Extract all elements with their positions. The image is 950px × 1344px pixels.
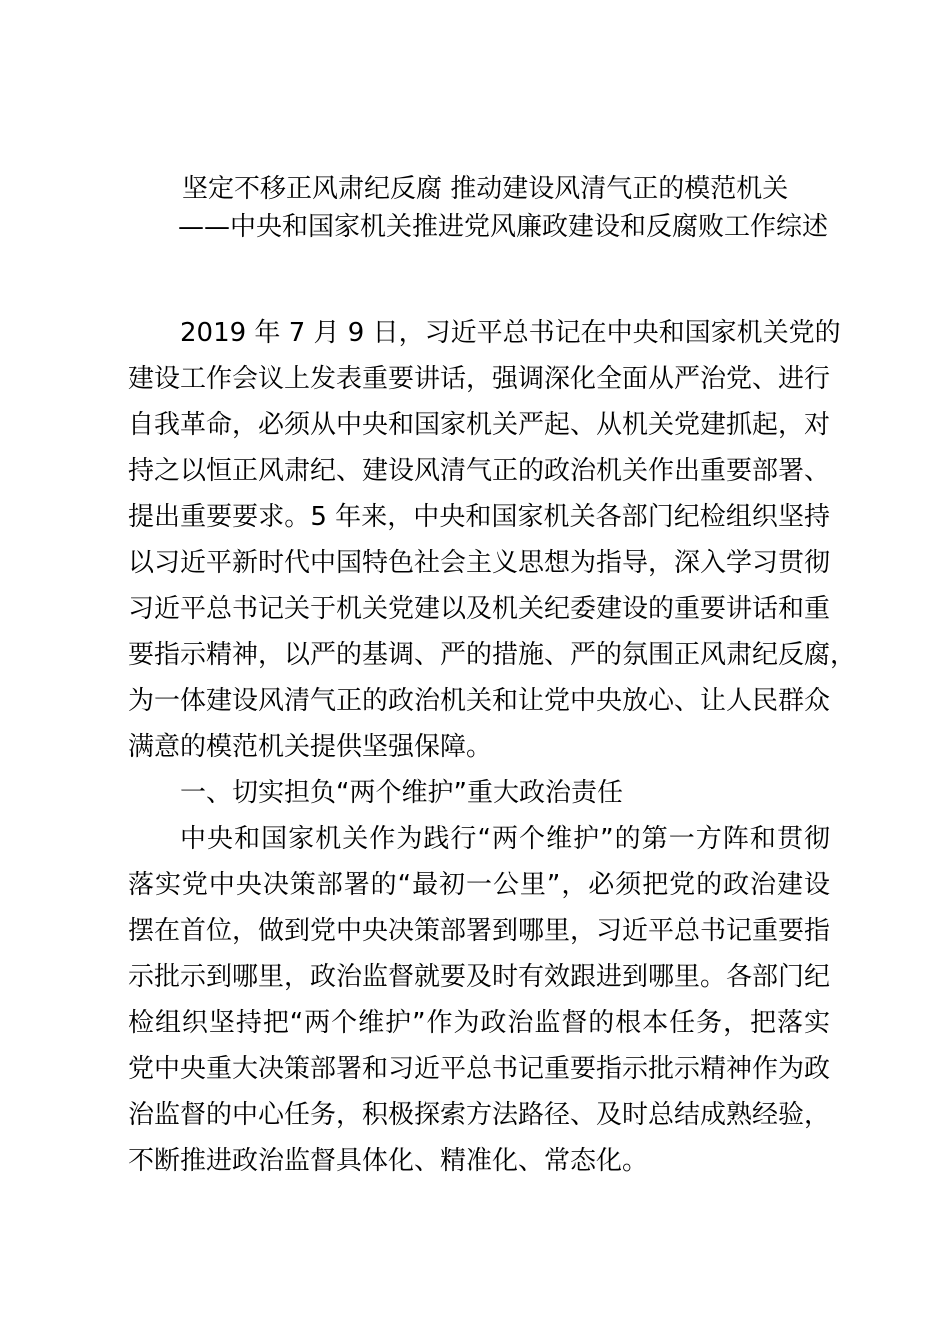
paragraph-2-line: 不断推进政治监督具体化、精准化、常态化。 — [128, 1146, 649, 1176]
paragraph-1-line: 建设工作会议上发表重要讲话，强调深化全面从严治党、进行 — [128, 364, 831, 394]
paragraph-2-line: 中央和国家机关作为践行“两个维护”的第一方阵和贯彻 — [180, 824, 830, 854]
document-title: 坚定不移正风肃纪反腐 推动建设风清气正的模范机关 — [182, 174, 789, 204]
paragraph-1-line: 要指示精神，以严的基调、严的措施、严的氛围正风肃纪反腐， — [128, 640, 857, 670]
document-body — [128, 310, 857, 1184]
paragraph-1-line: 习近平总书记关于机关党建以及机关纪委建设的重要讲话和重 — [128, 594, 831, 624]
paragraph-1-line: 提出重要要求。5 年来，中央和国家机关各部门纪检组织坚持 — [128, 502, 830, 532]
paragraph-1-line: 满意的模范机关提供坚强保障。 — [128, 732, 493, 762]
paragraph-1-line: 2019 年 7 月 9 日，习近平总书记在中央和国家机关党的 — [180, 318, 841, 348]
paragraph-1-line: 以习近平新时代中国特色社会主义思想为指导，深入学习贯彻 — [128, 548, 831, 578]
paragraph-2-line: 摆在首位，做到党中央决策部署到哪里，习近平总书记重要指 — [128, 916, 831, 946]
paragraph-1-line: 持之以恒正风肃纪、建设风清气正的政治机关作出重要部署、 — [128, 456, 831, 486]
paragraph-2-line: 落实党中央决策部署的“最初一公里”，必须把党的政治建设 — [128, 870, 830, 900]
paragraph-2-line: 示批示到哪里，政治监督就要及时有效跟进到哪里。各部门纪 — [128, 962, 831, 992]
section-heading: 一、切实担负“两个维护”重大政治责任 — [180, 778, 623, 808]
paragraph-2-line: 党中央重大决策部署和习近平总书记重要指示批示精神作为政 — [128, 1054, 831, 1084]
paragraph-2-line: 治监督的中心任务，积极探索方法路径、及时总结成熟经验， — [128, 1100, 831, 1130]
title-block — [128, 172, 828, 244]
paragraph-1-line: 为一体建设风清气正的政治机关和让党中央放心、让人民群众 — [128, 686, 831, 716]
paragraph-2-line: 检组织坚持把“两个维护”作为政治监督的根本任务，把落实 — [128, 1008, 830, 1038]
paragraph-1-line: 自我革命，必须从中央和国家机关严起、从机关党建抓起，对 — [128, 410, 831, 440]
document-subtitle: ——中央和国家机关推进党风廉政建设和反腐败工作综述 — [178, 212, 829, 242]
